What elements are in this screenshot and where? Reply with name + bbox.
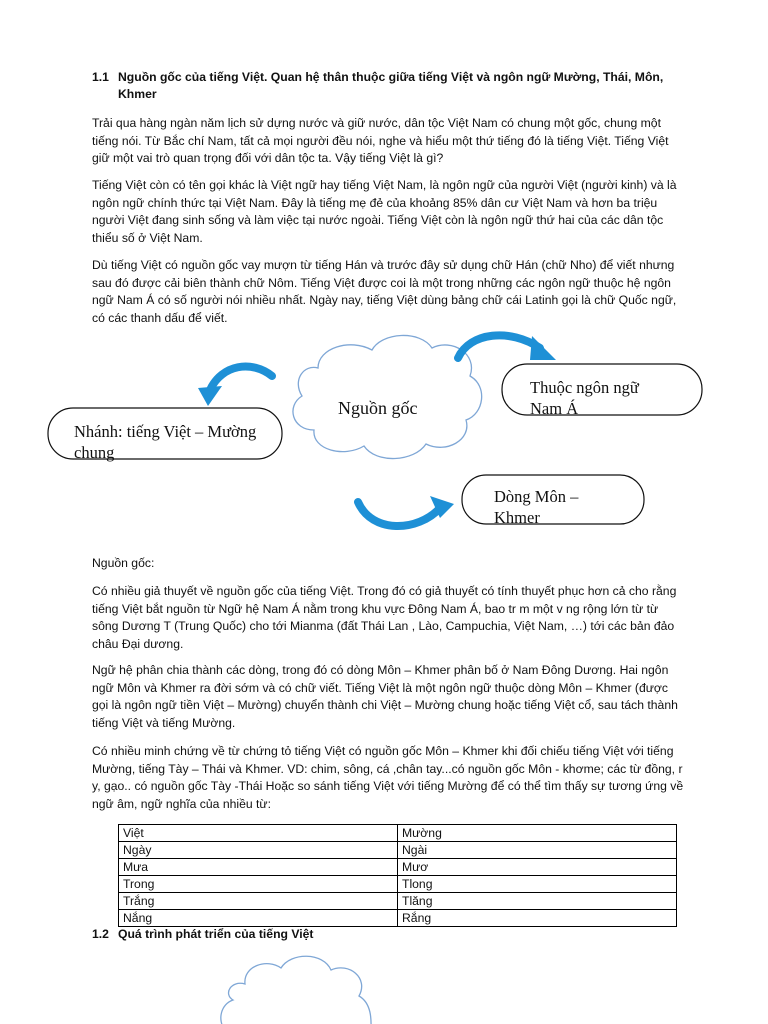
arrow-to-left-node (198, 367, 272, 406)
paragraph-language-family: Ngữ hệ phân chia thành các dòng, trong đó có dòng Môn – Khmer phân bố ở Nam Đông Dương. Hai ngôn ngữ Môn và Khmer ra đời sớm và có chữ viết. Tiếng Việt là một ngôn ngữ thuộc dòng Môn – Khmer (được gọi là ngôn ngữ tiền Việt – Mường) chuyển thành chi Việt – Mường chung hoặc tiếng Việt cổ, sau tách thành tiếng Việt và tiếng Mường. (92, 663, 678, 730)
viet-muong-table (118, 824, 677, 927)
paragraph-definition: Tiếng Việt còn có tên gọi khác là Việt ngữ hay tiếng Việt Nam, là ngôn ngữ của người Việt (người kinh) và là ngôn ngữ chính thức tại Việt Nam. Đây là tiếng mẹ đẻ của khoảng 85% dân cư Việt Nam và hơn ba triệu người Việt đang sinh sống và làm việc tại nước ngoài. Tiếng Việt còn là ngôn ngữ thứ hai của các dân tộc thiểu số ở Việt Nam. (92, 178, 677, 245)
arrow-to-right-top-node (458, 335, 556, 360)
table-cell: Tlong (398, 876, 677, 893)
node-right-top-label: Thuộc ngôn ngữ Nam Á (530, 378, 639, 418)
table-cell: Việt (119, 825, 398, 842)
paragraph-origin-label: Nguồn gốc: (92, 556, 155, 570)
table-cell: Trong (119, 876, 398, 893)
table-cell: Ngài (398, 842, 677, 859)
paragraph-intro: Trải qua hàng ngàn năm lịch sử dựng nước và giữ nước, dân tộc Việt Nam có chung một gốc, chung một tiếng nói. Từ Bắc chí Nam, tất cả mọi người đều nói, nghe và hiểu một thứ tiếng đó là tiếng Việt. Tiếng Việt giữ một vai trò quan trọng đối với dân tộc ta. Vậy tiếng Việt là gì? (92, 116, 669, 166)
table-cell: Rắng (398, 910, 677, 927)
section-1-2-heading (92, 926, 692, 943)
section-1-1-heading (92, 69, 692, 103)
node-center-label: Nguồn gốc (338, 398, 418, 418)
section-title-line1: Nguồn gốc của tiếng Việt. Quan hệ thân thuộc giữa tiếng Việt và ngôn ngữ Mường, Thái, Môn, (118, 70, 664, 84)
table-row (119, 893, 677, 910)
section-number: 1.2 (92, 927, 109, 941)
node-right-bottom-label: Dòng Môn – Khmer (494, 487, 579, 527)
paragraph-script: Dù tiếng Việt có nguồn gốc vay mượn từ tiếng Hán và trước đây sử dụng chữ Hán (chữ Nho) để viết nhưng sau đó được cải biên thành chữ Nôm. Tiếng Việt được coi là một trong những các ngôn ngữ thuộc hệ ngôn ngữ Nam Á có số người nói nhiều nhất. Ngày nay, tiếng Việt dùng bảng chữ cái Latinh gọi là chữ Quốc ngữ, có các thanh dấu để viết. (92, 258, 677, 325)
origin-diagram (0, 320, 768, 550)
section-number: 1.1 (92, 70, 109, 84)
table-row (119, 859, 677, 876)
table-row (119, 842, 677, 859)
table-cell: Mưa (119, 859, 398, 876)
table-cell: Mươ (398, 859, 677, 876)
section-title: Quá trình phát triển của tiếng Việt (118, 927, 314, 941)
paragraph-hypothesis: Có nhiều giả thuyết về nguồn gốc của tiếng Việt. Trong đó có giả thuyết có tính thuyết phục hơn cả cho rằng tiếng Việt bắt nguồn từ Ngữ hệ Nam Á nằm trong khu vực Đông Nam Á, bao tr m một v ng rộng lớn từ từ sông Dương T (Trung Quốc) cho tới Mianma (đất Thái Lan , Lào, Campuchia, Việt Nam, …) tới các bản đảo châu Đại dương. (92, 584, 677, 651)
section-title-line2: Khmer (118, 87, 157, 101)
table-cell: Tlăng (398, 893, 677, 910)
table-cell: Ngày (119, 842, 398, 859)
cloud-shape-bottom (215, 950, 375, 1024)
node-left-label: Nhánh: tiếng Việt – Mường chung (74, 422, 257, 462)
table-cell: Trắng (119, 893, 398, 910)
paragraph-evidence: Có nhiều minh chứng về từ chứng tỏ tiếng Việt có nguồn gốc Môn – Khmer khi đối chiếu tiếng Việt với tiếng Mường, tiếng Tày – Thái và Khmer. VD: chim, sông, cá ,chân tay...có nguồn gốc Môn - khơme; các từ đồng, r y, gạo.. có nguồn gốc Tày -Thái Hoặc so sánh tiếng Việt với tiếng Mường để có thể tìm thấy sự tương ứng về ngữ âm, ngữ nghĩa của nhiều từ: (92, 744, 684, 811)
table-row (119, 910, 677, 927)
table-row (119, 876, 677, 893)
table-cell: Mường (398, 825, 677, 842)
table-row (119, 825, 677, 842)
arrow-to-right-bottom-node (358, 496, 454, 526)
cloud-shape (293, 335, 482, 458)
table-cell: Nắng (119, 910, 398, 927)
